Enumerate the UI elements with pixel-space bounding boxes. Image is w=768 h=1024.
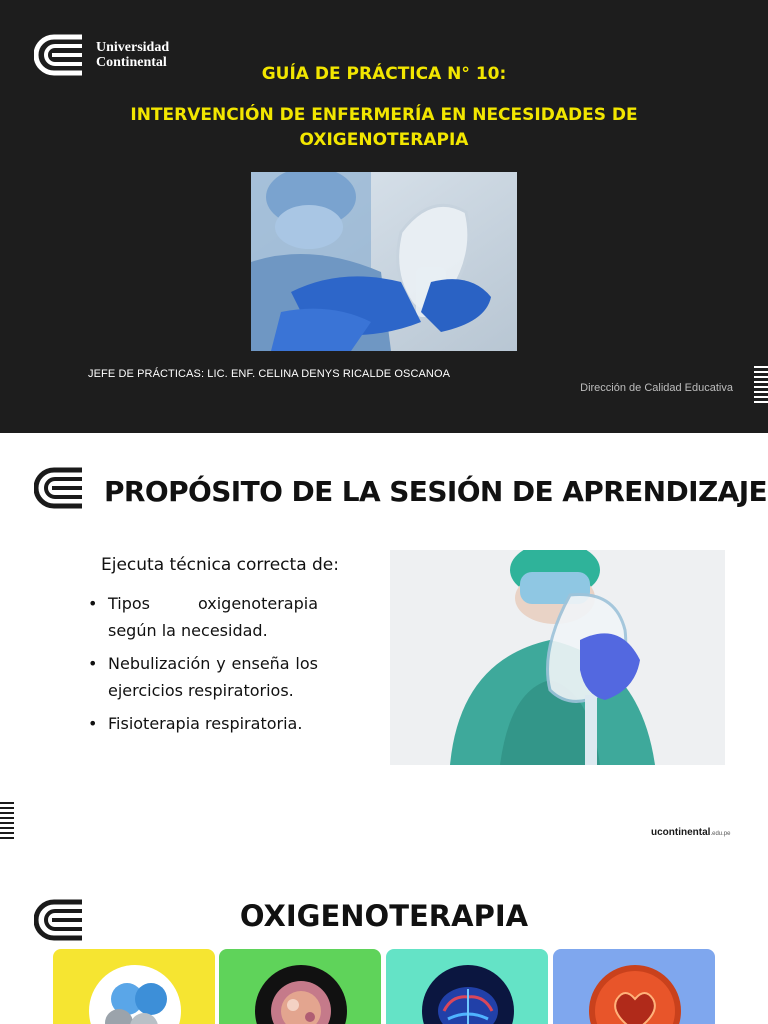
footer-brand	[651, 827, 730, 838]
brain-card	[386, 949, 548, 1024]
side-bars-icon	[0, 802, 14, 842]
guide-number-title: GUÍA DE PRÁCTICA N° 10:	[261, 64, 507, 84]
brain-icon	[422, 965, 514, 1024]
guide-topic-line-2: OXIGENOTERAPIA	[299, 130, 469, 150]
oxygen-molecule-card	[53, 949, 215, 1024]
oxygen-therapy-slide	[0, 863, 768, 1024]
continental-logo-icon	[34, 467, 90, 509]
cell-card	[219, 949, 381, 1024]
heart-icon	[589, 965, 681, 1024]
footer-brand-suffix: .edu.pe	[710, 831, 731, 837]
logo-line-1: Universidad	[96, 40, 170, 55]
nurse-holding-oxygen-mask-photo	[390, 550, 725, 765]
list-item: • Nebulización y enseña los ejercicios respiratorios.	[88, 650, 318, 704]
cell-icon	[255, 965, 347, 1024]
instructor-name: JEFE DE PRÁCTICAS: LIC. ENF. CELINA DENYS RICALDE OSCANOA	[88, 368, 451, 380]
oxygen-molecule-icon	[89, 965, 181, 1024]
nurse-holding-oxygen-mask-photo	[251, 172, 517, 351]
heart-card	[553, 949, 715, 1024]
side-bars-icon	[754, 366, 768, 406]
list-item: • Fisioterapia respiratoria.	[88, 710, 318, 737]
logo-line-2: Continental	[96, 55, 167, 70]
department-label: Dirección de Calidad Educativa	[580, 382, 733, 394]
purpose-title: PROPÓSITO DE LA SESIÓN DE APRENDIZAJE	[104, 475, 768, 508]
title-slide	[0, 0, 768, 433]
purpose-slide	[0, 433, 768, 863]
purpose-list	[88, 590, 318, 743]
footer-brand-name: ucontinental	[651, 827, 711, 838]
guide-topic-line-1: INTERVENCIÓN DE ENFERMERÍA EN NECESIDADES DE	[130, 105, 638, 125]
purpose-intro: Ejecuta técnica correcta de:	[101, 555, 339, 575]
oxygen-therapy-title: OXIGENOTERAPIA	[239, 899, 529, 933]
list-item: • Tipos oxigenoterapia según la necesidad.	[88, 590, 318, 644]
guide-topic-title	[0, 103, 768, 153]
